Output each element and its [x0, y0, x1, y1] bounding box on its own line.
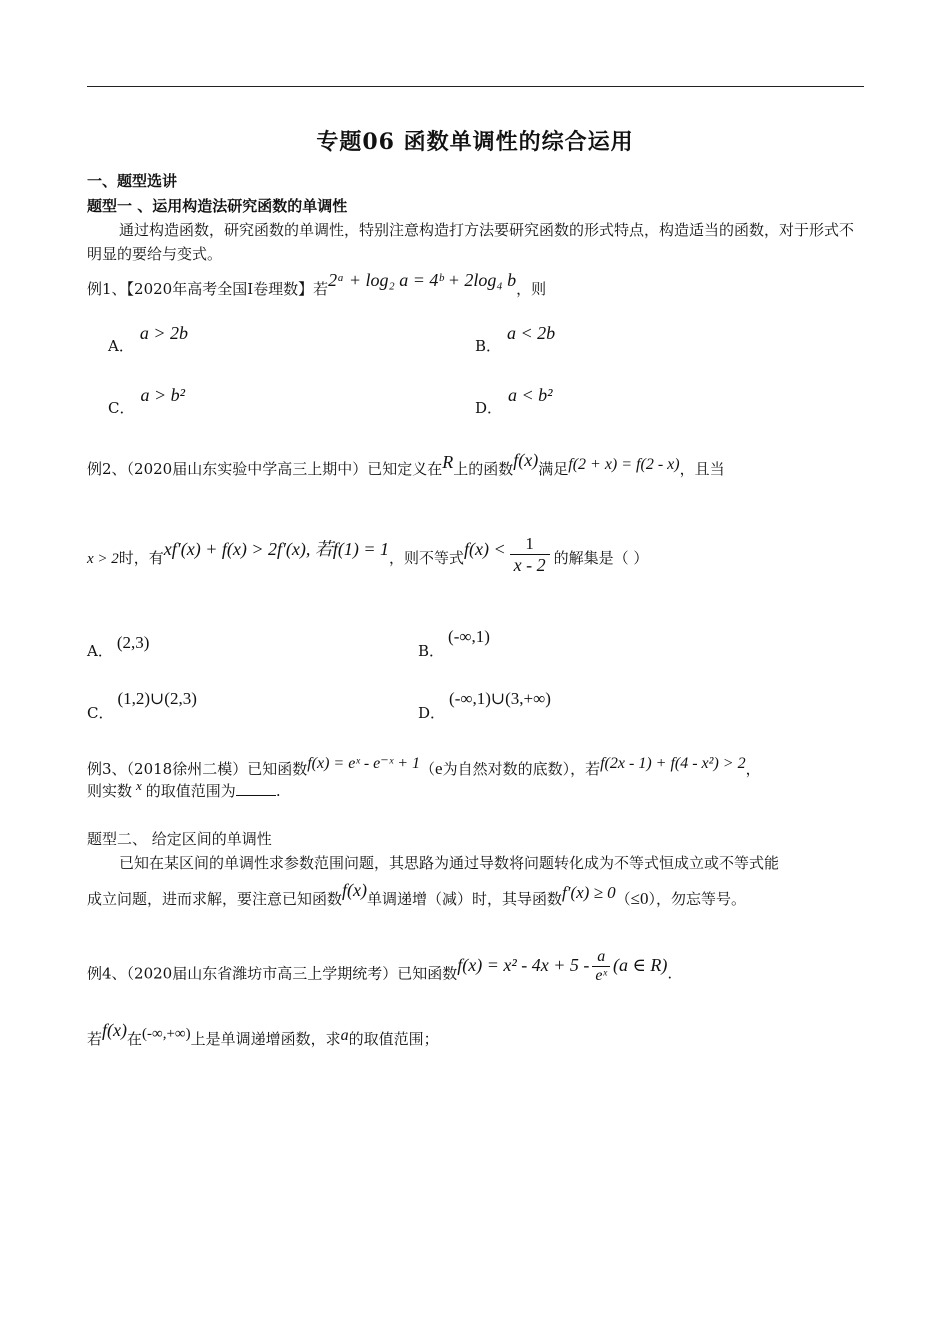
example2-option-c: C．(1,2)∪(2,3) — [87, 689, 197, 722]
example1-option-b: B．a < 2b — [475, 323, 556, 355]
example1-stem — [87, 270, 547, 299]
example2-fraction: $\frac{1}{x - 2}$ — [510, 534, 550, 576]
top-rule — [87, 86, 864, 87]
example1-option-a: A．a > 2b — [108, 323, 188, 355]
example3-stem-line2: 则实数 x 的取值范围为 . — [87, 778, 281, 800]
page-title: 专题06 函数单调性的综合运用 — [316, 129, 634, 155]
example4-stem-line1: 例4、（2020届山东省潍坊市高三上学期统考）已知函数f(x) = x² - 4x + 5 - $\frac{a}{\text{eˣ}}$ (a ∈ R). — [87, 948, 673, 984]
example4-stem-line2: 若f(x)在(-∞,+∞)上是单调递增函数，求a的取值范围； — [87, 1020, 439, 1048]
example4-fraction: $\frac{a}{\text{eˣ}}$ — [592, 948, 610, 985]
example2-stem-line2: x > 2时，有xf′(x) + f(x) > 2f′(x), 若f(1) = 1，则不等式f(x) < $\frac{1}{x - 2}$ 的解集是（ ） — [87, 534, 649, 575]
example1-expression: 2ᵃ + log₂ a = 4ᵇ + 2log₄ b — [328, 270, 517, 290]
type2-intro-line2: 成立问题，进而求解，要注意已知函数f(x)单调递增（减）时，其导函数f′(x) ≥ 0（≤0），勿忘等号。 — [87, 880, 747, 908]
type2-intro-line1: 已知在某区间的单调性求参数范围问题，其思路为通过导数将问题转化成为不等式恒成立或不等式能 — [119, 854, 780, 872]
example2-option-d: D．(-∞,1)∪(3,+∞) — [418, 689, 551, 722]
type1-heading: 题型一 、运用构造法研究函数的单调性 — [87, 197, 348, 215]
example2-option-a: A． (2,3) — [87, 633, 150, 660]
example3-stem-line1: 例3、（2018徐州二模）已知函数f(x) = eˣ - e⁻ˣ + 1（e为自然对数的底数），若f(2x - 1) + f(4 - x²) > 2， — [87, 755, 761, 778]
example2-stem-line1: 例2、（2020届山东实验中学高三上期中）已知定义在R上的函数f(x)满足f(2 + x) = f(2 - x)，且当 — [87, 450, 725, 478]
example1-option-c: C．a > b² — [108, 385, 186, 417]
type1-intro: 通过构造函数，研究函数的单调性，特别注意构造打方法要研究函数的形式特点，构造适当的函数，对于形式不明显的要给与变式。 — [87, 221, 855, 263]
type2-heading: 题型二、 给定区间的单调性 — [87, 830, 272, 848]
example1-prefix: 例1、【2020年高考全国I卷理数】若 — [87, 280, 329, 298]
example1-option-d: D．a < b² — [475, 385, 553, 417]
answer-blank — [236, 795, 276, 796]
example2-option-b: B．(-∞,1) — [418, 627, 490, 660]
section-heading: 一、题型选讲 — [87, 172, 178, 190]
example1-suffix: ，则 — [516, 280, 547, 298]
